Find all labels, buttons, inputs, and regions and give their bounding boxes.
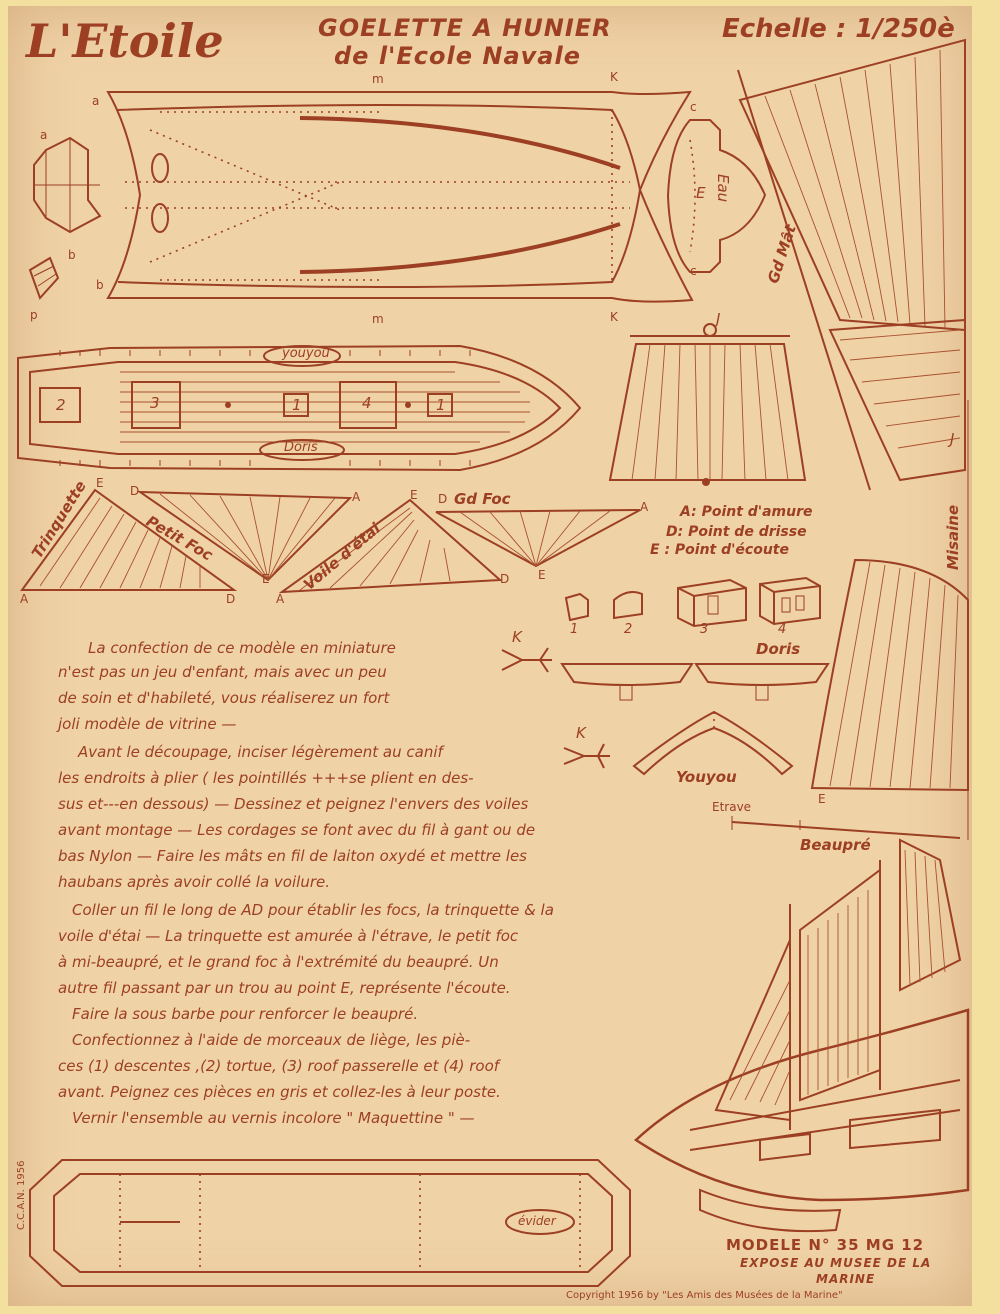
label-grand-mat: Gd Mât — [764, 222, 800, 286]
scale-label: Echelle : 1/250è — [722, 14, 955, 44]
instruction-line: avant montage — Les cordages se font avec du fil à gant ou de — [58, 821, 536, 839]
instruction-line: haubans après avoir collé la voilure. — [58, 873, 330, 891]
label-c-bottom: c — [690, 264, 697, 278]
instruction-line: Confectionnez à l'aide de morceaux de liège, les piè- — [72, 1031, 471, 1049]
parts-k-1: K — [512, 628, 522, 646]
instruction-line: Vernir l'ensemble au vernis incolore " Maquettine " — — [72, 1109, 475, 1127]
parts-k-2: K — [576, 724, 586, 742]
piece-1: 1 — [570, 622, 579, 637]
hull-pattern — [30, 92, 765, 302]
instruction-line: Avant le découpage, inciser légèrement au canif — [78, 743, 443, 761]
deck-house-1b: 1 — [436, 396, 446, 414]
pt-e-2: E — [410, 488, 418, 502]
sail-grand-foc: Gd Foc — [454, 490, 511, 508]
piece-2: 2 — [624, 622, 633, 637]
deck-house-3: 3 — [150, 394, 160, 412]
bowsprit — [732, 816, 960, 838]
label-p: p — [30, 308, 38, 322]
parts-doris: Doris — [756, 640, 801, 658]
label-k-top: K — [610, 70, 618, 84]
legend-drisse: D: Point de drisse — [666, 524, 807, 540]
pt-e-misaine: E — [818, 792, 826, 806]
deck-label-doris: Doris — [284, 440, 318, 455]
sail-voile-etai: Voile d'étai — [300, 519, 384, 594]
instruction-line: bas Nylon — Faire les mâts en fil de laiton oxydé et mettre les — [58, 847, 527, 865]
label-e-stern: E — [696, 184, 706, 202]
marine-line: MARINE — [816, 1272, 876, 1286]
pt-e-3: E — [262, 572, 270, 586]
sail-petit-foc: Petit Foc — [143, 512, 216, 565]
copyright-line: Copyright 1956 by "Les Amis des Musées de la Marine" — [566, 1290, 843, 1301]
piece-4: 4 — [778, 622, 787, 637]
instruction-line: joli modèle de vitrine — — [58, 715, 237, 733]
base-evider-label: évider — [518, 1214, 556, 1228]
top-sail — [610, 324, 805, 486]
label-m-top: m — [372, 72, 384, 86]
sail-trinquette: Trinquette — [28, 477, 90, 562]
instruction-line: à mi-beaupré, et le grand foc à l'extrémité du beaupré. Un — [58, 953, 499, 971]
pt-e-4: E — [538, 568, 546, 582]
pt-a-1: A — [20, 592, 29, 606]
subtitle-line-2: de l'Ecole Navale — [334, 42, 581, 70]
subtitle-line-1: GOELETTE A HUNIER — [318, 14, 612, 42]
pt-d-3: D — [500, 572, 510, 586]
instruction-line: Faire la sous barbe pour renforcer le beaupré. — [72, 1005, 419, 1023]
pt-d-4: D — [438, 492, 448, 506]
instruction-line: Coller un fil le long de AD pour établir les focs, la trinquette & la — [72, 901, 554, 919]
label-b-small: b — [68, 248, 76, 262]
misaine-sail — [812, 400, 968, 840]
label-eau: Eau — [714, 174, 732, 203]
label-c-top: c — [690, 100, 697, 114]
label-j-topsail: J — [716, 310, 721, 328]
ship-illustration — [636, 840, 968, 1231]
page-title: L'Etoile — [26, 14, 224, 68]
parts-youyou: Youyou — [676, 768, 737, 786]
base-side-mark: C.C.A.N. 1956 — [16, 1160, 27, 1230]
label-a-small: a — [40, 128, 48, 142]
instruction-line: les endroits à plier ( les pointillés +++se plient en des- — [58, 769, 474, 787]
instruction-line: ces (1) descentes ,(2) tortue, (3) roof passerelle et (4) roof — [58, 1057, 500, 1075]
parts-beaupre: Beaupré — [800, 836, 871, 854]
pt-e-1: E — [96, 476, 104, 490]
instruction-line: sus et---en dessous) — Dessinez et peignez l'envers des voiles — [58, 795, 529, 813]
label-b-bottom: b — [96, 278, 104, 292]
instruction-line: La confection de ce modèle en miniature — [88, 639, 396, 657]
instruction-line: de soin et d'habileté, vous réaliserez un fort — [58, 689, 390, 707]
sail-misaine: Misaine — [944, 504, 962, 570]
pt-a-3: A — [276, 592, 285, 606]
legend-amure: A: Point d'amure — [680, 504, 813, 520]
pt-a-4: A — [640, 500, 649, 514]
deck-house-1a: 1 — [292, 396, 302, 414]
label-m-bottom: m — [372, 312, 384, 326]
deck-label-youyou: youyou — [282, 346, 330, 361]
expose-line: EXPOSE AU MUSEE DE LA — [740, 1256, 932, 1270]
instruction-line: autre fil passant par un trou au point E, représente l'écoute. — [58, 979, 511, 997]
deck-house-2: 2 — [56, 396, 66, 414]
deckhouse-pieces — [566, 578, 820, 626]
piece-3: 3 — [700, 622, 709, 637]
instruction-line: voile d'étai — La trinquette est amurée à l'étrave, le petit foc — [58, 927, 519, 945]
doris-boats — [502, 648, 828, 774]
legend-ecoute: E : Point d'écoute — [650, 542, 789, 558]
pt-d-1: D — [130, 484, 140, 498]
pt-a-2: A — [352, 490, 361, 504]
pt-d-2: D — [226, 592, 236, 606]
label-j-right: J — [950, 430, 955, 448]
instruction-line: avant. Peignez ces pièces en gris et collez-les à leur poste. — [58, 1083, 501, 1101]
deck-house-4: 4 — [362, 394, 372, 412]
parts-etrave: Etrave — [712, 800, 752, 814]
model-number: MODELE N° 35 MG 12 — [726, 1236, 925, 1254]
instruction-line: n'est pas un jeu d'enfant, mais avec un peu — [58, 663, 387, 681]
label-a-top: a — [92, 94, 100, 108]
label-k-bottom: K — [610, 310, 618, 324]
